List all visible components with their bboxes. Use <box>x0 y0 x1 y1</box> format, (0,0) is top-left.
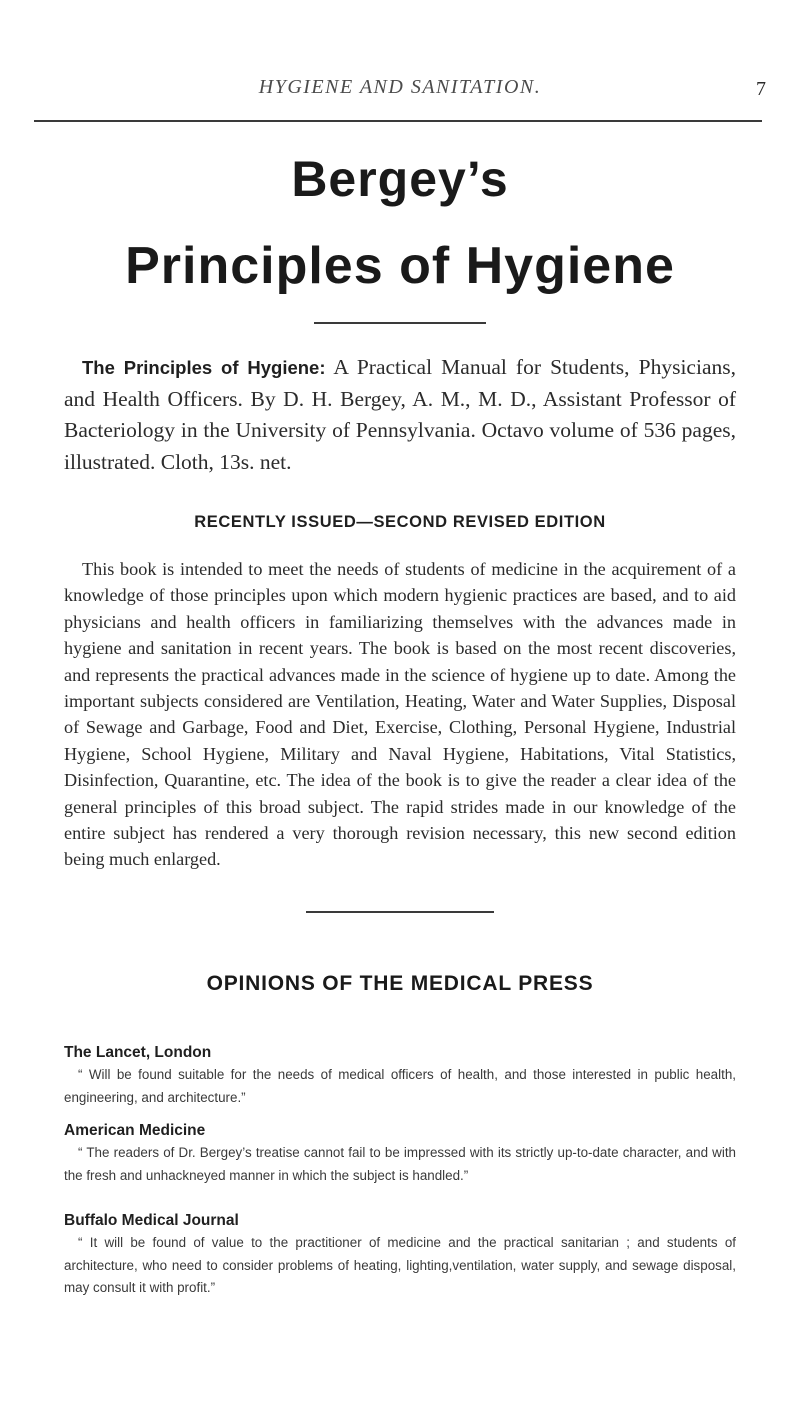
edition-notice: RECENTLY ISSUED—SECOND REVISED EDITION <box>194 513 606 531</box>
review-source: The Lancet, London <box>64 1044 212 1061</box>
review-quote: “ It will be found of value to the practitioner of medicine and the practical sanitarian ; and students of architecture, who need to consider problems of heating, lighting,ventilation, water supply, and sewage disposal, may consult it with profit.” <box>64 1235 736 1295</box>
book-title: Principles of Hygiene <box>125 237 675 295</box>
header-rule <box>34 120 762 122</box>
review-quote: “ The readers of Dr. Bergey’s treatise cannot fail to be impressed with its strictly up-to-date character, and with the fresh and unhackneyed manner in which the subject is handled.” <box>64 1145 736 1183</box>
running-head-title: HYGIENE AND SANITATION. <box>258 76 542 98</box>
review-source: American Medicine <box>64 1122 206 1139</box>
book-title-author: Bergey’s <box>291 151 509 207</box>
review-source: Buffalo Medical Journal <box>64 1212 239 1229</box>
title-divider <box>314 322 486 324</box>
book-intro-text: A Practical Manual for Students, Physicians, and Health Officers. By D. H. Bergey, A. M., M. D., Assistant Professor of Bacteriology in the University of Pennsylvania. Octavo volume of 536 pages, illustrated. Cloth, 13s. net. <box>64 355 736 474</box>
review-quote: “ Will be found suitable for the needs of medical officers of health, and those interested in public health, engineering, and architecture.” <box>64 1067 736 1105</box>
section-divider <box>306 911 494 913</box>
page-number: 7 <box>756 78 766 100</box>
press-review <box>64 1120 736 1187</box>
book-intro-lead: The Principles of Hygiene: <box>82 357 326 378</box>
book-intro-paragraph <box>64 352 736 478</box>
book-description: This book is intended to meet the needs of students of medicine in the acquirement of a knowledge of those principles upon which modern hygienic practices are based, and to aid physicians and health officers in familiarizing themselves with the advances made in hygiene and sanitation in recent years. The book is based on the most recent discoveries, and represents the practical advances made in the science of hygiene up to date. Among the important subjects considered are Ventilation, Heating, Water and Water Supplies, Disposal of Sewage and Garbage, Food and Diet, Exercise, Clothing, Personal Hygiene, Industrial Hygiene, School Hygiene, Military and Naval Hygiene, Habitations, Vital Statistics, Disinfection, Quarantine, etc. The idea of the book is to give the reader a clear idea of the general principles of this broad subject. The rapid strides made in our knowledge of the entire subject has rendered a very thorough revision necessary, this new second edition being much enlarged. <box>64 559 736 870</box>
press-review <box>64 1042 736 1109</box>
press-review <box>64 1210 736 1300</box>
opinions-heading: OPINIONS OF THE MEDICAL PRESS <box>206 972 594 995</box>
